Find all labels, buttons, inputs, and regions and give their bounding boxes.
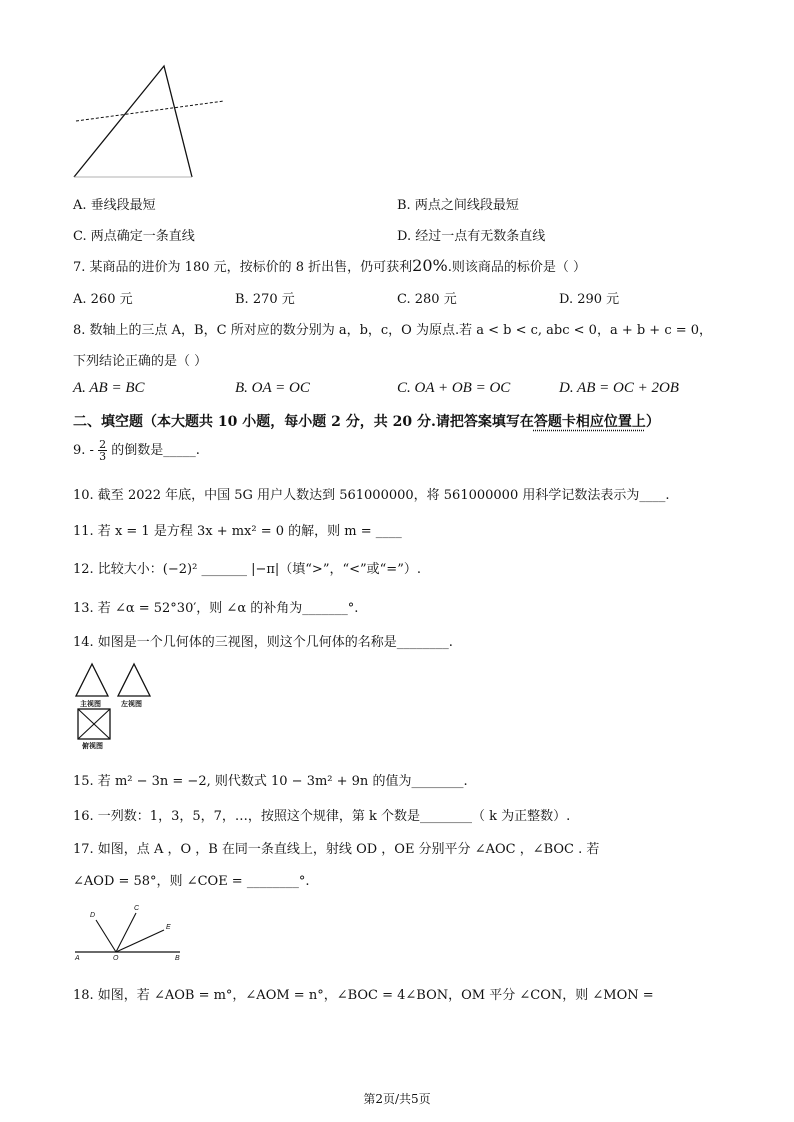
q7-option-c: C. 280 元 [397, 292, 457, 307]
q8-option-c: C. OA + OB = OC [397, 380, 511, 396]
q6-option-b: B. 两点之间线段最短 [397, 198, 519, 213]
q12-question: 12. 比较大小：(−2)² _______ |−π|（填“>”，“<”或“=”）. [73, 562, 421, 577]
label-o: O [113, 955, 119, 962]
q6-option-a: A. 垂线段最短 [73, 198, 156, 213]
left-view-label: 左视图 [121, 701, 142, 708]
q17-question-line2: ∠AOD = 58°，则 ∠COE = ________°. [73, 874, 310, 889]
ray-od [96, 920, 116, 952]
label-e: E [166, 924, 171, 931]
label-d: D [90, 912, 96, 919]
q9-question: 9. - $\frac{2}{3}$ 的倒数是_____. [73, 438, 200, 463]
q8-option-a: A. AB = BC [73, 380, 145, 396]
section-heading: 二、填空题（本大题共 10 小题，每小题 2 分，共 20 分.请把答案填写在答题卡相应位置上） [73, 414, 660, 430]
fraction: $\frac{2}{3}$ [99, 438, 107, 463]
q7-option-a: A. 260 元 [73, 292, 133, 307]
front-view-label: 主视图 [80, 701, 101, 708]
q18-question: 18. 如图，若 ∠AOB = m°，∠AOM = n°，∠BOC = 4∠BON，OM 平分 ∠CON，则 ∠MON = [73, 988, 654, 1003]
q14-question: 14. 如图是一个几何体的三视图，则这个几何体的名称是________. [73, 635, 453, 650]
emphasis-dotted: 答题卡相应位置上 [533, 414, 646, 430]
q8-question-line1: 8. 数轴上的三点 A，B，C 所对应的数分别为 a，b，c，O 为原点.若 a < b < c, abc < 0，a + b + c = 0， [73, 323, 713, 338]
q8-option-b: B. OA = OC [235, 380, 310, 396]
q13-question: 13. 若 ∠α = 52°30′，则 ∠α 的补角为_______°. [73, 601, 359, 616]
q10-question: 10. 截至 2022 年底，中国 5G 用户人数达到 561000000，将 561000000 用科学记数法表示为____. [73, 488, 670, 503]
q6-option-c: C. 两点确定一条直线 [73, 229, 195, 244]
q7-percent: 20% [412, 256, 448, 275]
q6-option-d: D. 经过一点有无数条直线 [397, 229, 546, 244]
q15-question: 15. 若 m² − 3n = −2, 则代数式 10 − 3m² + 9n 的值为________. [73, 774, 468, 789]
q7-option-d: D. 290 元 [559, 292, 620, 307]
q16-question: 16. 一列数：1，3，5，7，…，按照这个规律，第 k 个数是________（ k 为正整数）. [73, 809, 571, 824]
q17-question-line1: 17. 如图，点 A ，O ，B 在同一条直线上，射线 OD ，OE 分别平分 ∠AOC ，∠BOC . 若 [73, 842, 600, 857]
ray-oe [116, 930, 164, 952]
q7-question: 7. 某商品的进价为 180 元，按标价的 8 折出售，仍可获利20%.则该商品的标价是（ ） [73, 256, 586, 275]
q8-question-line2: 下列结论正确的是（ ） [73, 354, 208, 369]
label-c: C [134, 905, 140, 912]
q7-option-b: B. 270 元 [235, 292, 295, 307]
ray-oc [116, 913, 136, 952]
page-footer: 第2页/共5页 [363, 1092, 431, 1106]
label-a: A [75, 955, 80, 962]
q11-question: 11. 若 x = 1 是方程 3x + mx² = 0 的解，则 m = ____ [73, 524, 402, 539]
top-view-label: 俯视图 [82, 743, 103, 750]
q8-option-d: D. AB = OC + 2OB [559, 380, 679, 396]
label-b: B [175, 955, 180, 962]
